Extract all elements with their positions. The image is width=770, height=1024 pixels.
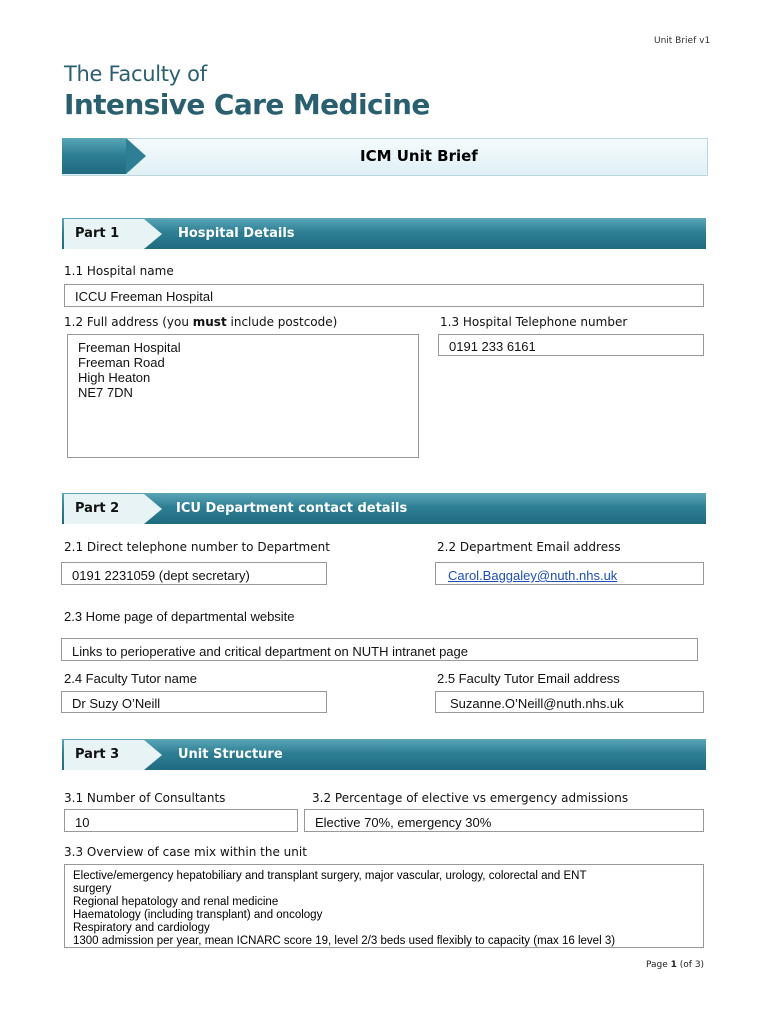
- homepage-label: 2.3 Home page of departmental website: [64, 609, 295, 624]
- dept-email-link[interactable]: Carol.Baggaley@nuth.nhs.uk: [448, 568, 618, 583]
- case-mix-line: Regional hepatology and renal medicine: [73, 896, 279, 908]
- case-mix-line: 1300 admission per year, mean ICNARC score 19, level 2/3 beds used flexibly to capacity (max 16 level 3): [73, 935, 616, 947]
- part1-tab-arrow: [144, 219, 162, 249]
- address-label: 1.2 Full address (you must include postcode): [64, 315, 338, 329]
- faculty-name-line1: The Faculty of: [64, 62, 207, 86]
- case-mix-label: 3.3 Overview of case mix within the unit: [64, 845, 307, 859]
- part2-tab-arrow: [144, 494, 162, 524]
- telephone-field[interactable]: [438, 334, 704, 356]
- case-mix-field[interactable]: [64, 864, 704, 948]
- telephone-value: 0191 233 6161: [449, 339, 536, 354]
- part3-tab-arrow: [144, 740, 162, 770]
- elective-label: 3.2 Percentage of elective vs emergency admissions: [312, 791, 629, 805]
- hospital-name-value: ICCU Freeman Hospital: [75, 289, 213, 304]
- tutor-name-field[interactable]: [61, 691, 327, 713]
- telephone-label: 1.3 Hospital Telephone number: [440, 315, 628, 329]
- tutor-name-label: 2.4 Faculty Tutor name: [64, 671, 197, 686]
- page-number: Page 1 (of 3): [646, 960, 705, 970]
- part2-title: ICU Department contact details: [176, 501, 408, 516]
- part1-title: Hospital Details: [178, 226, 295, 241]
- consultants-value: 10: [75, 815, 90, 830]
- tutor-name-value: Dr Suzy O’Neill: [72, 696, 161, 711]
- dept-phone-value: 0191 2231059 (dept secretary): [72, 568, 250, 583]
- homepage-value: Links to perioperative and critical department on NUTH intranet page: [72, 644, 468, 659]
- title-banner-arrow: [126, 138, 146, 174]
- address-line: NE7 7DN: [78, 385, 133, 400]
- case-mix-line: Elective/emergency hepatobiliary and transplant surgery, major vascular, urology, colorectal and ENT: [73, 870, 587, 882]
- tutor-email-value: Suzanne.O’Neill@nuth.nhs.uk: [450, 696, 624, 711]
- elective-field[interactable]: [304, 809, 704, 832]
- hospital-name-label: 1.1 Hospital name: [64, 264, 174, 278]
- address-field[interactable]: [67, 334, 419, 458]
- dept-phone-label: 2.1 Direct telephone number to Department: [64, 540, 330, 554]
- part3-title: Unit Structure: [178, 747, 283, 762]
- consultants-label: 3.1 Number of Consultants: [64, 791, 226, 805]
- version-label: Unit Brief v1: [654, 36, 711, 46]
- address-line: High Heaton: [78, 370, 151, 385]
- tutor-email-field[interactable]: [435, 691, 704, 713]
- case-mix-line: Respiratory and cardiology: [73, 922, 210, 934]
- part3-label: Part 3: [75, 747, 120, 762]
- faculty-name-line2: Intensive Care Medicine: [64, 88, 430, 121]
- document-title: ICM Unit Brief: [360, 147, 478, 165]
- elective-value: Elective 70%, emergency 30%: [315, 815, 492, 830]
- tutor-email-label: 2.5 Faculty Tutor Email address: [437, 671, 620, 686]
- dept-email-field[interactable]: [435, 562, 704, 585]
- title-banner-accent: [62, 138, 126, 174]
- dept-email-label: 2.2 Department Email address: [437, 540, 621, 554]
- address-line: Freeman Road: [78, 355, 165, 370]
- homepage-field[interactable]: [61, 638, 698, 661]
- address-line: Freeman Hospital: [78, 340, 181, 355]
- case-mix-line: surgery: [73, 883, 112, 895]
- part1-label: Part 1: [75, 226, 120, 241]
- dept-phone-field[interactable]: [61, 562, 327, 585]
- case-mix-line: Haematology (including transplant) and oncology: [73, 909, 323, 921]
- part2-label: Part 2: [75, 501, 120, 516]
- consultants-field[interactable]: [64, 809, 298, 832]
- hospital-name-field[interactable]: [64, 284, 704, 307]
